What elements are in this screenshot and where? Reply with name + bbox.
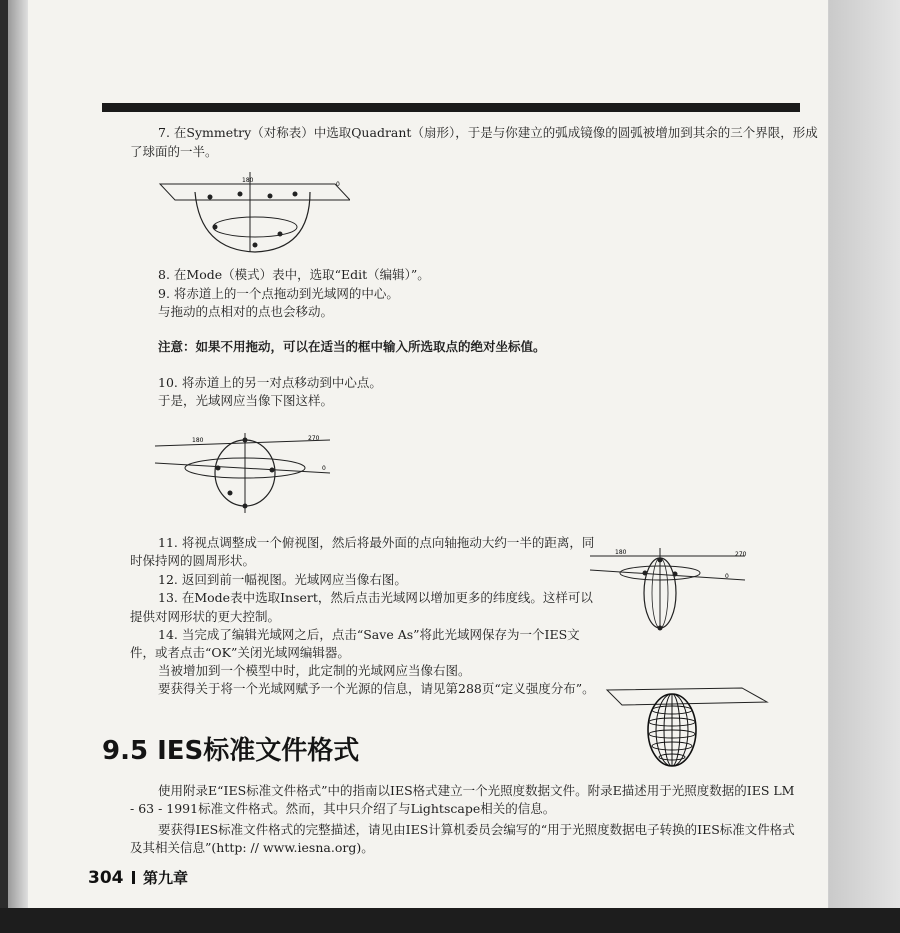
step-14-text-cont: 件，或者点击“OK”关闭光域网编辑器。 (130, 645, 350, 660)
facing-page-edge (826, 0, 900, 910)
book-spine-edge (8, 0, 30, 910)
footer-separator (132, 871, 135, 884)
step-9-text: 9. 将赤道上的一个点拖动到光域网的中心。 (158, 286, 399, 301)
section-body-2-cont: 及其相关信息”(http: // www.iesna.org)。 (130, 840, 374, 855)
step-7-text: 7. 在Symmetry（对称表）中选取Quadrant（扇形），于是与你建立的弧成镜像的圆弧被增加到其余的三个界限，形成 (158, 125, 818, 140)
figure-half-sphere (150, 172, 350, 262)
scan-bottom-border (0, 908, 900, 933)
step-7-text-cont: 了球面的一半。 (130, 144, 218, 159)
step-9-detail: 与拖动的点相对的点也会移动。 (158, 304, 334, 319)
step-8-text: 8. 在Mode（模式）表中，选取“Edit（编辑）”。 (158, 267, 430, 282)
step-13-text: 13. 在Mode表中选取Insert，然后点击光域网以增加更多的纬度线。这样可以 (158, 590, 593, 605)
figure-custom-web-model (592, 680, 772, 770)
section-body-2: 要获得IES标准文件格式的完整描述，请见由IES计算机委员会编写的“用于光照度数据电子转换的IES标准文件格式 (158, 822, 795, 837)
figure-edited-web (585, 548, 755, 633)
fig2-label-0: 0 (322, 465, 326, 472)
section-body-1-cont: - 63 - 1991标准文件格式。然而，其中只介绍了与Lightscape相关的信息。 (130, 801, 556, 816)
note-text: 注意：如果不用拖动，可以在适当的框中输入所选取点的绝对坐标值。 (158, 339, 546, 354)
section-body-1: 使用附录E“IES标准文件格式”中的指南以IES格式建立一个光照度数据文件。附录E描述用于光照度数据的IES LM (158, 783, 795, 798)
step-11-text: 11. 将视点调整成一个俯视图，然后将最外面的点向轴拖动大约一半的距离，同 (158, 535, 595, 550)
figure-sphere (150, 428, 340, 518)
header-rule (102, 103, 800, 112)
fig3-label-0: 0 (725, 573, 729, 580)
step-12-text: 12. 返回到前一幅视图。光域网应当像右图。 (158, 572, 407, 587)
step-14-reference: 要获得关于将一个光域网赋予一个光源的信息，请见第288页“定义强度分布”。 (158, 681, 595, 696)
fig1-label-0: 0 (336, 181, 340, 188)
chapter-label: 第九章 (142, 869, 188, 887)
fig3-label-270: 270 (735, 551, 747, 558)
section-heading: 9.5 IES标准文件格式 (102, 736, 360, 766)
page-number: 304 (88, 868, 124, 888)
fig2-label-270: 270 (308, 435, 320, 442)
step-10-text: 10. 将赤道上的另一对点移动到中心点。 (158, 375, 382, 390)
fig1-label-180: 180 (242, 177, 254, 184)
step-11-text-cont: 时保持网的圆周形状。 (130, 553, 256, 568)
step-13-text-cont: 提供对网形状的更大控制。 (130, 609, 281, 624)
step-14-text: 14. 当完成了编辑光域网之后，点击“Save As”将此光域网保存为一个IES文 (158, 627, 580, 642)
fig2-label-180: 180 (192, 437, 204, 444)
fig3-label-180: 180 (615, 549, 627, 556)
page-footer (88, 867, 188, 888)
step-10-detail: 于是，光域网应当像下图这样。 (158, 393, 334, 408)
step-14-detail: 当被增加到一个模型中时，此定制的光域网应当像右图。 (158, 663, 471, 678)
